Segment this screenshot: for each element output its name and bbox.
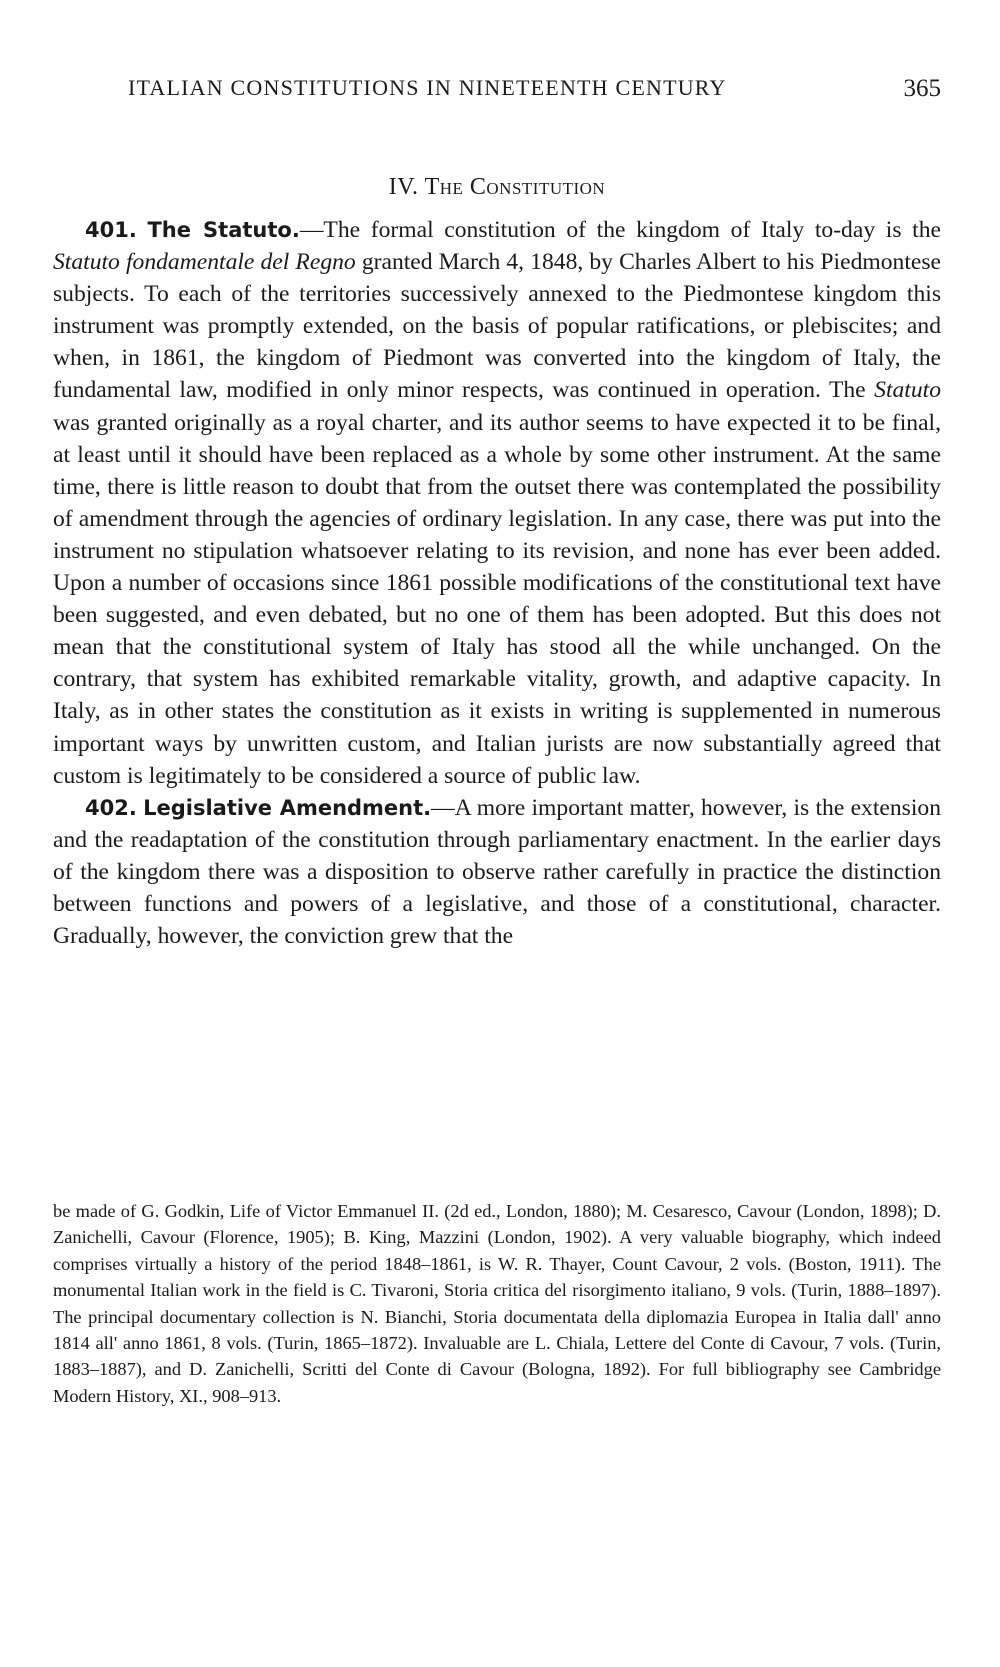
body-text bbox=[53, 214, 941, 952]
paragraph-number: 402. bbox=[85, 795, 137, 820]
running-head bbox=[53, 75, 941, 109]
paragraph-402 bbox=[53, 792, 941, 952]
paragraph-401 bbox=[53, 214, 941, 792]
paragraph-text: —A more important matter, however, is the extension and the readaptation of the constitution through parliamentary enactment. In the earlier days of the kingdom there was a disposition to observe rather carefully in practice the distinction between functions and powers of a legislative, and those of a constitutional, character. Gradually, however, the conviction grew that the bbox=[53, 794, 941, 950]
paragraph-title: Legislative Amendment. bbox=[143, 795, 432, 820]
paragraph-text: —The formal constitution of the kingdom of Italy to-day is the bbox=[299, 217, 941, 243]
book-page bbox=[53, 0, 941, 1667]
italic-title: Statuto bbox=[874, 377, 941, 404]
paragraph-text: was granted originally as a royal charter, and its author seems to have expected it to be final, at least until it should have been replaced as a whole by some other instrument. At the same time, there is little reason to doubt that from the outset there was contemplated the possibility of amendment through the agencies of ordinary legislation. In any case, there was put into the instrument no stipulation whatsoever relating to its revision, and none has ever been added. Upon a number of occasions since 1861 possible modifications of the constitutional text have been suggested, and even debated, but no one of them has been adopted. But this does not mean that the constitutional system of Italy has stood all the while unchanged. On the contrary, that system has exhibited remarkable vitality, growth, and adaptive capacity. In Italy, as in other states the constitution as it exists in writing is supplemented in numerous important ways by unwritten custom, and Italian jurists are now substantially agreed that custom is legitimately to be considered a source of public law. bbox=[53, 409, 941, 789]
paragraph-number: 401. bbox=[85, 218, 137, 242]
italic-title: Statuto fondamentale del Regno bbox=[53, 249, 356, 276]
section-heading: IV. The Constitution bbox=[388, 174, 606, 200]
paragraph-text: granted March 4, 1848, by Charles Albert to his Piedmontese subjects. To each of the territories successively annexed to the Piedmontese kingdom this instrument was promptly extended, on the basis of popular ratifications, or plebiscites; and when, in 1861, the kingdom of Piedmont was converted into the kingdom of Italy, the fundamental law, modified in only minor respects, was continued in operation. The bbox=[53, 249, 942, 404]
page-number: 365 bbox=[903, 75, 941, 102]
running-title: ITALIAN CONSTITUTIONS IN NINETEENTH CENTURY bbox=[128, 75, 727, 100]
paragraph-title: The Statuto. bbox=[147, 218, 300, 242]
footnote: be made of G. Godkin, Life of Victor Emmanuel II. (2d ed., London, 1880); M. Cesaresco, Cavour (London, 1898); D. Zanichelli, Cavour (Florence, 1905); B. King, Mazzini (London, 1902). A very valuable biography, which indeed comprises virtually a history of the period 1848–1861, is W. R. Thayer, Count Cavour, 2 vols. (Boston, 1911). The monumental Italian work in the field is C. Tivaroni, Storia critica del risorgimento italiano, 9 vols. (Turin, 1888–1897). The principal documentary collection is N. Bianchi, Storia documentata della diplomazia Europea in Italia dall' anno 1814 all' anno 1861, 8 vols. (Turin, 1865–1872). Invaluable are L. Chiala, Lettere del Conte di Cavour, 7 vols. (Turin, 1883–1887), and D. Zanichelli, Scritti del Conte di Cavour (Bologna, 1892). For full bibliography see Cambridge Modern History, XI., 908–913. bbox=[53, 1201, 941, 1406]
